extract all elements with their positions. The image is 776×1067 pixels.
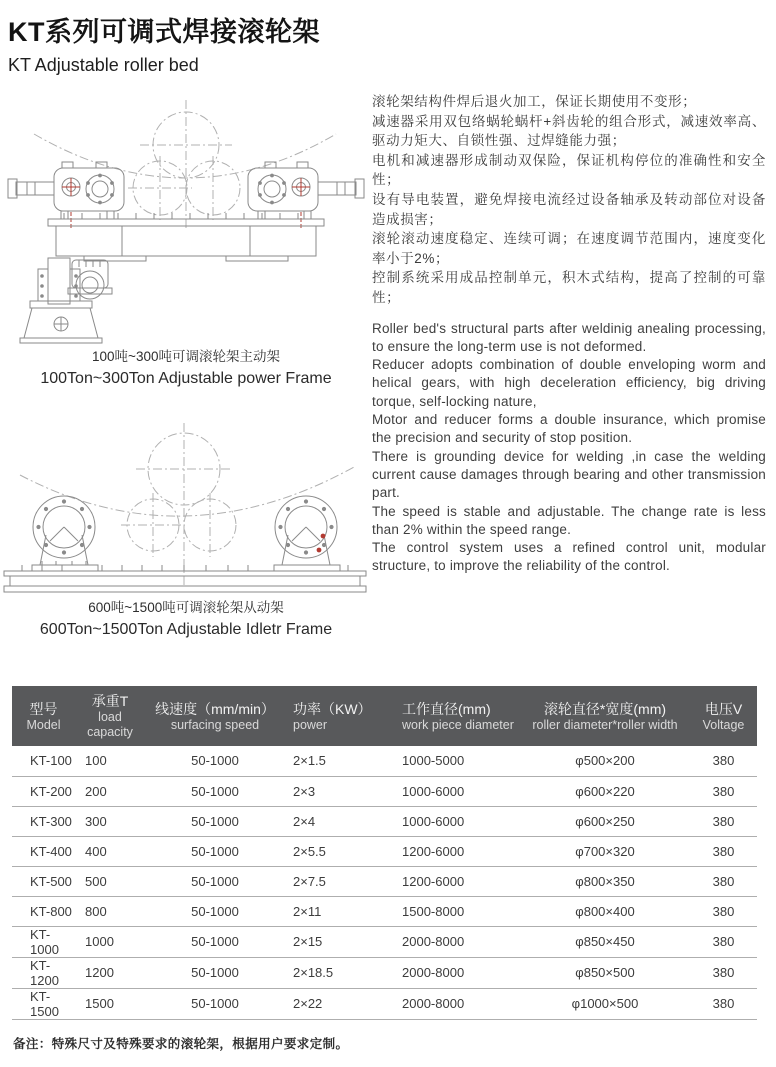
figure2-caption-en: 600Ton~1500Ton Adjustable Idletr Frame (39, 621, 333, 638)
spec-table-body (12, 746, 757, 1019)
cell-model: KT-1000 (12, 926, 75, 957)
cell-surfacing-speed: 50-1000 (145, 776, 285, 806)
cell-work-piece-diameter: 1500-8000 (390, 896, 520, 926)
cell-model: KT-100 (12, 746, 75, 776)
cell-voltage: 380 (690, 806, 757, 836)
cell-roller-diameter-width: φ800×400 (520, 896, 690, 926)
cell-model: KT-1500 (12, 988, 75, 1019)
cell-voltage: 380 (690, 746, 757, 776)
cell-power: 2×18.5 (285, 957, 390, 988)
description-column (372, 88, 776, 642)
cell-roller-diameter-width: φ700×320 (520, 836, 690, 866)
feature-item-zh: 控制系统采用成品控制单元，积木式结构，提高了控制的可靠性； (372, 270, 766, 305)
spec-row (12, 988, 757, 1019)
cell-roller-diameter-width: φ600×250 (520, 806, 690, 836)
cell-load-capacity: 1200 (75, 957, 145, 988)
feature-item-en: There is grounding device for welding ,in case the welding current cause damages through bearing and other transmission part. (372, 448, 766, 501)
cell-voltage: 380 (690, 866, 757, 896)
cell-surfacing-speed: 50-1000 (145, 988, 285, 1019)
cell-power: 2×11 (285, 896, 390, 926)
cell-load-capacity: 800 (75, 896, 145, 926)
cell-roller-diameter-width: φ850×500 (520, 957, 690, 988)
figure-idler-frame (0, 417, 372, 642)
cell-load-capacity: 500 (75, 866, 145, 896)
spec-row (12, 776, 757, 806)
cell-power: 2×22 (285, 988, 390, 1019)
figure1-caption-zh: 100吨~300吨可调滚轮架主动架 (92, 349, 280, 364)
cell-voltage: 380 (690, 776, 757, 806)
cell-work-piece-diameter: 2000-8000 (390, 988, 520, 1019)
feature-item-en: The speed is stable and adjustable. The change rate is less than 2% within the speed range. (372, 503, 766, 537)
spec-row (12, 957, 757, 988)
col-header-power: 功率（KW） power (293, 700, 372, 732)
spec-row (12, 926, 757, 957)
feature-item-en: Reducer adopts combination of double enveloping worm and helical gears, with high deceleration efficiency, big driving torque, self-locking nature, (372, 357, 766, 409)
cell-model: KT-500 (12, 866, 75, 896)
feature-item-zh: 减速器采用双包络蜗轮蜗杆+斜齿轮的组合形式，减速效率高、驱动力矩大、自锁性强、过焊缝能力强； (372, 113, 766, 149)
figure1-caption (0, 346, 372, 391)
cell-work-piece-diameter: 1000-6000 (390, 776, 520, 806)
cell-surfacing-speed: 50-1000 (145, 896, 285, 926)
cell-voltage: 380 (690, 836, 757, 866)
feature-item-zh: 电机和减速器形成制动双保险，保证机构停位的准确性和安全性； (372, 152, 766, 188)
cell-voltage: 380 (690, 896, 757, 926)
cell-surfacing-speed: 50-1000 (145, 926, 285, 957)
power-frame-drawing-icon (0, 88, 372, 346)
cell-roller-diameter-width: φ850×450 (520, 926, 690, 957)
feature-item-zh: 滚轮架结构件焊后退火加工，保证长期使用不变形； (372, 94, 697, 109)
cell-surfacing-speed: 50-1000 (145, 806, 285, 836)
cell-voltage: 380 (690, 988, 757, 1019)
idler-frame-drawing-icon (0, 417, 372, 597)
cell-roller-diameter-width: φ600×220 (520, 776, 690, 806)
cell-work-piece-diameter: 1200-6000 (390, 836, 520, 866)
cell-model: KT-400 (12, 836, 75, 866)
feature-item-zh: 设有导电装置，避免焊接电流经过设备轴承及转动部位对设备造成损害； (372, 191, 766, 227)
figure-power-frame (0, 88, 372, 391)
cell-surfacing-speed: 50-1000 (145, 866, 285, 896)
cell-power: 2×4 (285, 806, 390, 836)
spec-header-row (12, 686, 757, 746)
figure2-caption (0, 597, 372, 642)
cell-power: 2×1.5 (285, 746, 390, 776)
cell-power: 2×7.5 (285, 866, 390, 896)
feature-item-en: Motor and reducer forms a double insurance, which promise the precision and security of stop position. (372, 412, 766, 446)
cell-load-capacity: 1000 (75, 926, 145, 957)
cell-power: 2×3 (285, 776, 390, 806)
spec-row (12, 896, 757, 926)
cell-voltage: 380 (690, 926, 757, 957)
cell-work-piece-diameter: 2000-8000 (390, 926, 520, 957)
col-header-load-capacity: 承重T load capacity (87, 693, 133, 739)
cell-voltage: 380 (690, 957, 757, 988)
col-header-roller-diameter-width: 滚轮直径*宽度(mm) roller diameter*roller width (532, 700, 678, 732)
figure1-caption-en: 100Ton~300Ton Adjustable power Frame (40, 370, 332, 387)
feature-item-zh: 滚轮滚动速度稳定、连续可调；在速度调节范围内，速度变化率小于2%； (372, 231, 766, 266)
spec-table (12, 686, 757, 1020)
feature-item-en: Roller bed's structural parts after weldinig anealing processing, to ensure the long-term use is not deformed. (372, 320, 766, 354)
col-header-work-piece-diameter: 工作直径(mm) work piece diameter (402, 700, 514, 732)
cell-model: KT-300 (12, 806, 75, 836)
cell-work-piece-diameter: 1200-6000 (390, 866, 520, 896)
feature-item-en: The control system uses a refined control unit, modular structure, to improve the reliability of the control. (372, 540, 766, 574)
main-content (0, 88, 776, 642)
cell-model: KT-800 (12, 896, 75, 926)
cell-roller-diameter-width: φ800×350 (520, 866, 690, 896)
col-header-model: 型号 Model (26, 700, 61, 732)
col-header-surfacing-speed: 线速度（mm/min） surfacing speed (155, 700, 275, 732)
cell-surfacing-speed: 50-1000 (145, 836, 285, 866)
footnote: 备注：特殊尺寸及特殊要求的滚轮架，根据用户要求定制。 (13, 1036, 349, 1051)
cell-model: KT-1200 (12, 957, 75, 988)
cell-work-piece-diameter: 2000-8000 (390, 957, 520, 988)
cell-power: 2×5.5 (285, 836, 390, 866)
page-title-zh: KT系列可调式焊接滚轮架 (8, 17, 320, 47)
cell-power: 2×15 (285, 926, 390, 957)
spec-row (12, 746, 757, 776)
cell-load-capacity: 100 (75, 746, 145, 776)
cell-roller-diameter-width: φ500×200 (520, 746, 690, 776)
spec-row (12, 866, 757, 896)
cell-roller-diameter-width: φ1000×500 (520, 988, 690, 1019)
page-title-en: KT Adjustable roller bed (8, 55, 199, 75)
spec-row (12, 836, 757, 866)
cell-work-piece-diameter: 1000-6000 (390, 806, 520, 836)
cell-model: KT-200 (12, 776, 75, 806)
cell-load-capacity: 400 (75, 836, 145, 866)
figure2-caption-zh: 600吨~1500吨可调滚轮架从动架 (88, 600, 284, 615)
cell-surfacing-speed: 50-1000 (145, 746, 285, 776)
cell-surfacing-speed: 50-1000 (145, 957, 285, 988)
cell-load-capacity: 300 (75, 806, 145, 836)
features-en (372, 320, 766, 576)
cell-load-capacity: 1500 (75, 988, 145, 1019)
col-header-voltage: 电压V Voltage (702, 700, 745, 732)
features-zh (372, 92, 766, 308)
cell-work-piece-diameter: 1000-5000 (390, 746, 520, 776)
spec-row (12, 806, 757, 836)
figures-column (0, 88, 372, 642)
cell-load-capacity: 200 (75, 776, 145, 806)
